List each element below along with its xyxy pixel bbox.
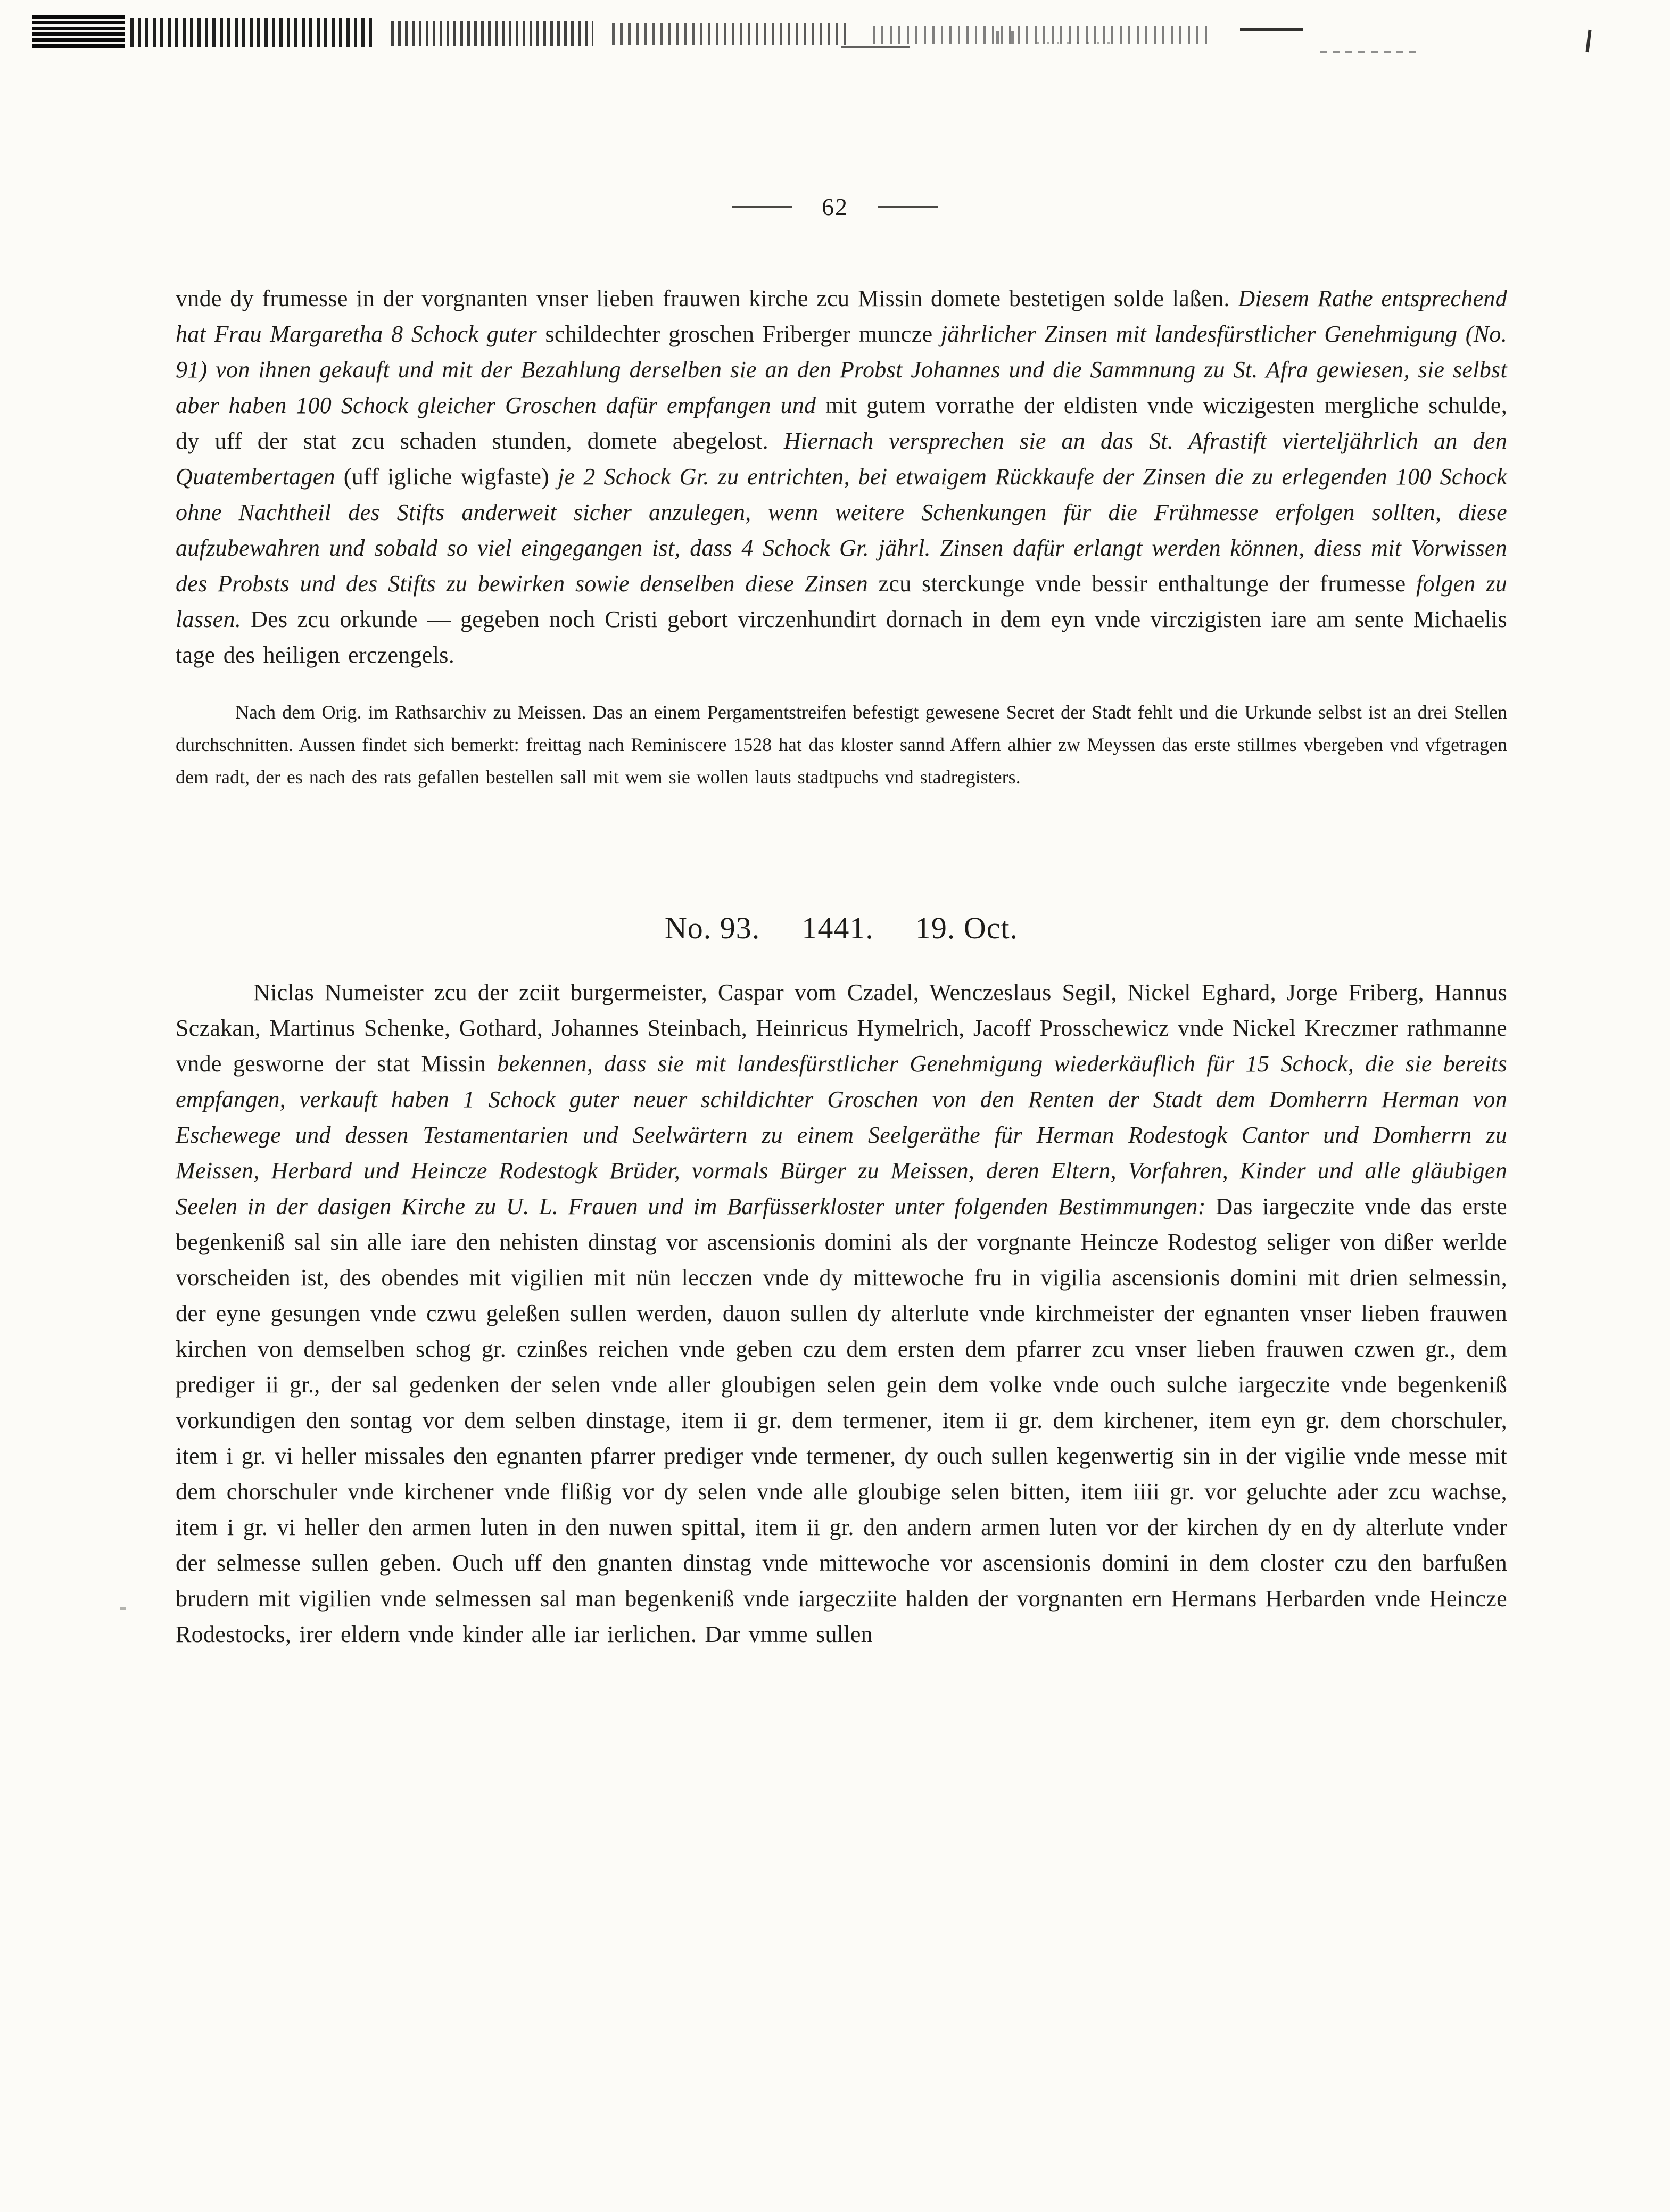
scan-artifact-barcode-ticks xyxy=(130,18,373,47)
scan-artifact-barcode-ticks xyxy=(391,21,593,46)
entry-heading xyxy=(176,910,1507,947)
page-number: 62 xyxy=(822,193,848,220)
scan-artifact-dots xyxy=(1037,42,1117,44)
continuation-paragraph: vnde dy frumesse in der vorgnanten vnser lieben frauwen kirche zcu Missin domete bestetigen solde laßen. Diesem Rathe entsprechend hat Frau Margaretha 8 Schock guter schildechter groschen Friberger muncze jährlicher Zinsen mit landesfürstlicher Genehmigung (No. 91) von ihnen gekauft und mit der Bezahlung derselben sie an den Probst Johannes und die Sammnung zu St. Afra gewiesen, sie selbst aber haben 100 Schock gleicher Groschen dafür empfangen und mit gutem vorrathe der eldisten vnde wiczigesten mergliche schulde, dy uff der stat zcu schaden stunden, domete abegelost. Hiernach versprechen sie an das St. Afrastift vierteljährlich an den Quatembertagen (uff igliche wigfaste) je 2 Schock Gr. zu entrichten, bei etwaigem Rückkaufe der Zinsen die zu erlegenden 100 Schock ohne Nachtheil des Stifts anderweit sicher anzulegen, wenn weitere Schenkungen für die Frühmesse erfolgen sollten, diese aufzubewahren und sobald so viel eingegangen ist, dass 4 Schock Gr. jährl. Zinsen dafür erlangt werden können, diess mit Vorwissen des Probsts und des Stifts zu bewirken sowie denselben diese Zinsen zcu sterckunge vnde bessir enthaltunge der frumesse folgen zu lassen. Des zcu orkunde — gegeben noch Cristi gebort virczenhundirt dornach in dem eyn vnde virczigisten iare am sente Michaelis tage des heiligen erczengels. xyxy=(176,285,1507,668)
text-block xyxy=(176,280,1507,1652)
scan-artifact-bar xyxy=(1585,30,1591,52)
entry-number: No. 93. xyxy=(664,911,760,945)
scan-artifact-dash xyxy=(1240,28,1303,31)
folio-rule-left xyxy=(732,206,792,208)
scan-artifact-dashes xyxy=(1320,51,1416,53)
scan-artifact-filmstrip xyxy=(32,15,125,48)
source-note: Nach dem Orig. im Rathsarchiv zu Meissen. Das an einem Pergamentstreifen befestigt gewesene Secret der Stadt fehlt und die Urkunde selbst ist an drei Stellen durchschnitten. Aussen findet sich bemerkt: freittag nach Reminiscere 1528 hat das kloster sannd Affern alhier zw Meyssen das erste stillmes vbergeben vnd vfgetragen dem radt, der es nach des rats gefallen bestellen sall mit wem sie wollen lauts stadtpuchs vnd stadregisters. xyxy=(176,701,1507,788)
folio-header xyxy=(0,193,1670,221)
scan-artifact-marks xyxy=(996,31,1014,44)
entry-year: 1441. xyxy=(801,911,874,945)
scan-artifact-speck xyxy=(120,1607,126,1610)
folio-rule-right xyxy=(878,206,938,208)
scan-artifact-barcode-ticks xyxy=(873,26,1213,44)
entry-date: 19. Oct. xyxy=(915,911,1019,945)
scan-artifact-dash xyxy=(841,46,910,48)
scan-artifact-barcode-ticks xyxy=(612,23,851,45)
entry-body-paragraph: Niclas Numeister zcu der zciit burgermeister, Caspar vom Czadel, Wenczeslaus Segil, Nickel Eghard, Jorge Friberg, Hannus Sczakan, Martinus Schenke, Gothard, Johannes Steinbach, Heinricus Hymelrich, Jacoff Prosschewicz vnde Nickel Kreczmer rathmanne vnde gesworne der stat Missin bekennen, dass sie mit landesfürstlicher Genehmigung wiederkäuflich für 15 Schock, die sie bereits empfangen, verkauft haben 1 Schock guter neuer schildichter Groschen von den Renten der Stadt dem Domherrn Herman von Eschewege und dessen Testamentarien und Seelwärtern zu einem Seelgeräthe für Herman Rodestogk Cantor und Domherrn zu Meissen, Herbard und Heincze Rodestogk Brüder, vormals Bürger zu Meissen, deren Eltern, Vorfahren, Kinder und alle gläubigen Seelen in der dasigen Kirche zu U. L. Frauen und im Barfüsserkloster unter folgenden Bestimmungen: Das iargeczite vnde das erste begenkeniß sal sin alle iare den nehisten dinstag vor ascensionis domini als der vorgnante Heincze Rodestog seliger von dißer werlde vorscheiden ist, des obendes mit vigilien mit nün lecczen vnde dy mittewoche fru in vigilia ascensionis domini mit drien selmessin, der eyne gesungen vnde czwu geleßen sullen werden, dauon sullen dy alterlute vnde kirchmeister der egnanten vnser lieben frauwen kirchen von demselben schog gr. czinßes reichen vnde geben czu dem ersten dem pfarrer zcu vnser lieben frauwen czwen gr., dem prediger ii gr., der sal gedenken der selen vnde aller gloubigen selen gein dem volke vnde ouch sulche iargeczite vnde begenkeniß vorkundigen den sontag vor dem selben dinstage, item ii gr. dem termener, item ii gr. dem kirchener, item eyn gr. dem chorschuler, item i gr. vi heller missales den egnanten pfarrer prediger vnde termener, dy ouch sullen kegenwertig sin in der vigilie vnde messe mit dem chorschuler vnde kirchener vnde flißig vor dy selen vnde alle gloubige selen bitten, item iiii gr. vor geluchte ader zcu wachse, item i gr. vi heller den armen luten in den nuwen spittal, item ii gr. den andern armen luten vor der kirchen dy en dy alterlute vnder der selmesse sullen geben. Ouch uff den gnanten dinstag vnde mittewoche vor ascensionis domini in dem closter czu den barfußen brudern mit vigilien vnde selmessen sal man begenkeniß vnde iargecziite halden der vorgnanten ern Hermans Herbarden vnde Heincze Rodestocks, irer eldern vnde kinder alle iar ierlichen. Dar vmme sullen xyxy=(176,979,1507,1647)
